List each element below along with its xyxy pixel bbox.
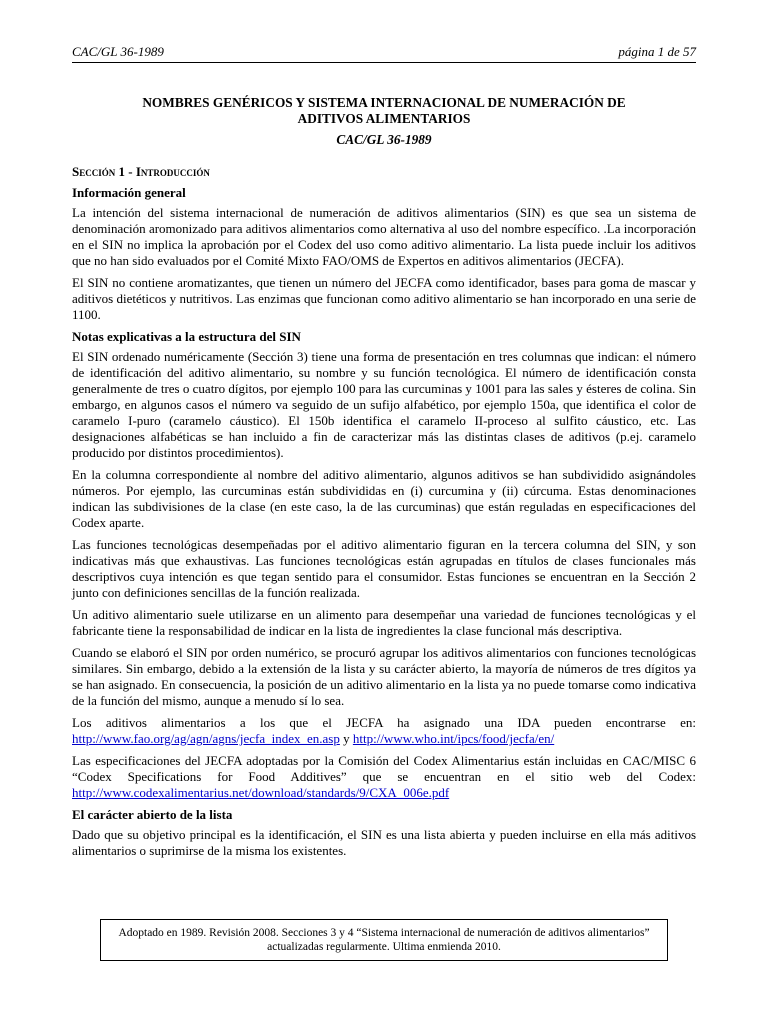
paragraph-text: Las especificaciones del JECFA adoptadas por la Comisión del Codex Alimentarius están incluidas en CAC/MISC 6 “Codex Specifications for Food Additives” que se encuentran en el sitio web del Codex: (72, 753, 696, 784)
document-page (72, 44, 696, 865)
paragraph: Las funciones tecnológicas desempeñadas por el aditivo alimentario figuran en la tercera columna del SIN, y son indicativas más que exhaustivas. Las funciones tecnológicas están agrupadas en títulos de clases funcionales más descriptivos cuya intención es que tegan sentido para el consumidor. Estas funciones se encuentran en la Sección 2 junto con definiciones sencillas de la función realizada. (72, 537, 696, 600)
paragraph: Un aditivo alimentario suele utilizarse en un alimento para desempeñar una variedad de funciones tecnológicas y el fabricante tiene la responsabilidad de indicar en la lista de ingredientes la clase funcional más descriptiva. (72, 607, 696, 638)
document-subtitle: CAC/GL 36-1989 (336, 132, 432, 147)
document-code: CAC/GL 36-1989 (72, 44, 164, 59)
fao-jecfa-link[interactable]: http://www.fao.org/ag/agn/agns/jecfa_index_en.asp (72, 731, 340, 746)
codex-specs-link[interactable]: http://www.codexalimentarius.net/download/standards/9/CXA_006e.pdf (72, 785, 450, 800)
paragraph-specs-link (72, 753, 696, 801)
paragraph: En la columna correspondiente al nombre del aditivo alimentario, algunos aditivos se han subdividido asignándoles números. Por ejemplo, las curcuminas están subdivididas en (i) curcumina y (ii) cúrcuma. Estas denominaciones indican las subdivisiones de la clase (en este caso, la de las curcuminas) que están reguladas en especificaciones del Codex aparte. (72, 467, 696, 530)
page-number: página 1 de 57 (618, 44, 696, 59)
who-jecfa-link[interactable]: http://www.who.int/ipcs/food/jecfa/en/ (352, 731, 555, 746)
heading-general: Información general (72, 185, 186, 200)
conjunction: y (339, 731, 353, 746)
paragraph-text: Los aditivos alimentarios a los que el JECFA ha asignado una IDA pueden encontrarse en: (72, 715, 696, 730)
page-header (72, 44, 696, 63)
paragraph-ida-links (72, 715, 696, 747)
section-heading: Sección 1 - Introducción (72, 164, 210, 179)
document-title: NOMBRES GENÉRICOS Y SISTEMA INTERNACIONAL DE NUMERACIÓN DE ADITIVOS ALIMENTARIOS (142, 95, 626, 126)
paragraph: El SIN ordenado numéricamente (Sección 3) tiene una forma de presentación en tres columnas que indican: el número de identificación del aditivo alimentario, su nombre y su función tecnológica. El número de identificación consta generalmente de tres o cuatro dígitos, por ejemplo 100 para las curcuminas y 1001 para las sales y ésteres de colina. Sin embargo, en algunos casos el número va seguido de un sufijo alfabético, por ejemplo 150a, que identifica el color de caramelo I-puro (caramelo cáustico). El 150b identifica el caramelo II-proceso al sulfito cáustico, etc. Las designaciones alfabéticas se han incluido a fin de caracterizar más las distintas clases de aditivos (p.ej. caramelo producido por distintos procedimientos). (72, 349, 696, 460)
heading-open-list: El carácter abierto de la lista (72, 807, 233, 822)
heading-notes: Notas explicativas a la estructura del SIN (72, 329, 301, 344)
paragraph: El SIN no contiene aromatizantes, que tienen un número del JECFA como identificador, bases para goma de mascar y aditivos dietéticos y nutritivos. Las enzimas que funcionan como aditivo alimentario se han incorporado en una serie de 1100. (72, 275, 696, 322)
paragraph: Cuando se elaboró el SIN por orden numérico, se procuró agrupar los aditivos alimentarios con funciones tecnológicas similares. Sin embargo, debido a la extensión de la lista y su carácter abierto, la mayoría de números de tres dígitos ya se han asignado. En consecuencia, la posición de un aditivo alimentario en la lista ya no puede tomarse como indicativa de la función del mismo, aunque a menudo sí lo sea. (72, 645, 696, 708)
paragraph: Dado que su objetivo principal es la identificación, el SIN es una lista abierta y pueden incluirse en ella más aditivos alimentarios o suprimirse de la misma los existentes. (72, 827, 696, 858)
paragraph: La intención del sistema internacional de numeración de aditivos alimentarios (SIN) es que sea un sistema de denominación aromonizado para aditivos alimentarios como alternativa al uso del nombre específico. .La incorporación en el SIN no implica la aprobación por el Codex del uso como aditivo alimentario. La lista puede incluir los aditivos que no han sido evaluados por el Comité Mixto FAO/OMS de Expertos en aditivos alimentarios (JECFA). (72, 205, 696, 268)
adoption-note-box: Adoptado en 1989. Revisión 2008. Secciones 3 y 4 “Sistema internacional de numeración de aditivos alimentarios” actualizadas regularmente. Ultima enmienda 2010. (100, 919, 668, 961)
